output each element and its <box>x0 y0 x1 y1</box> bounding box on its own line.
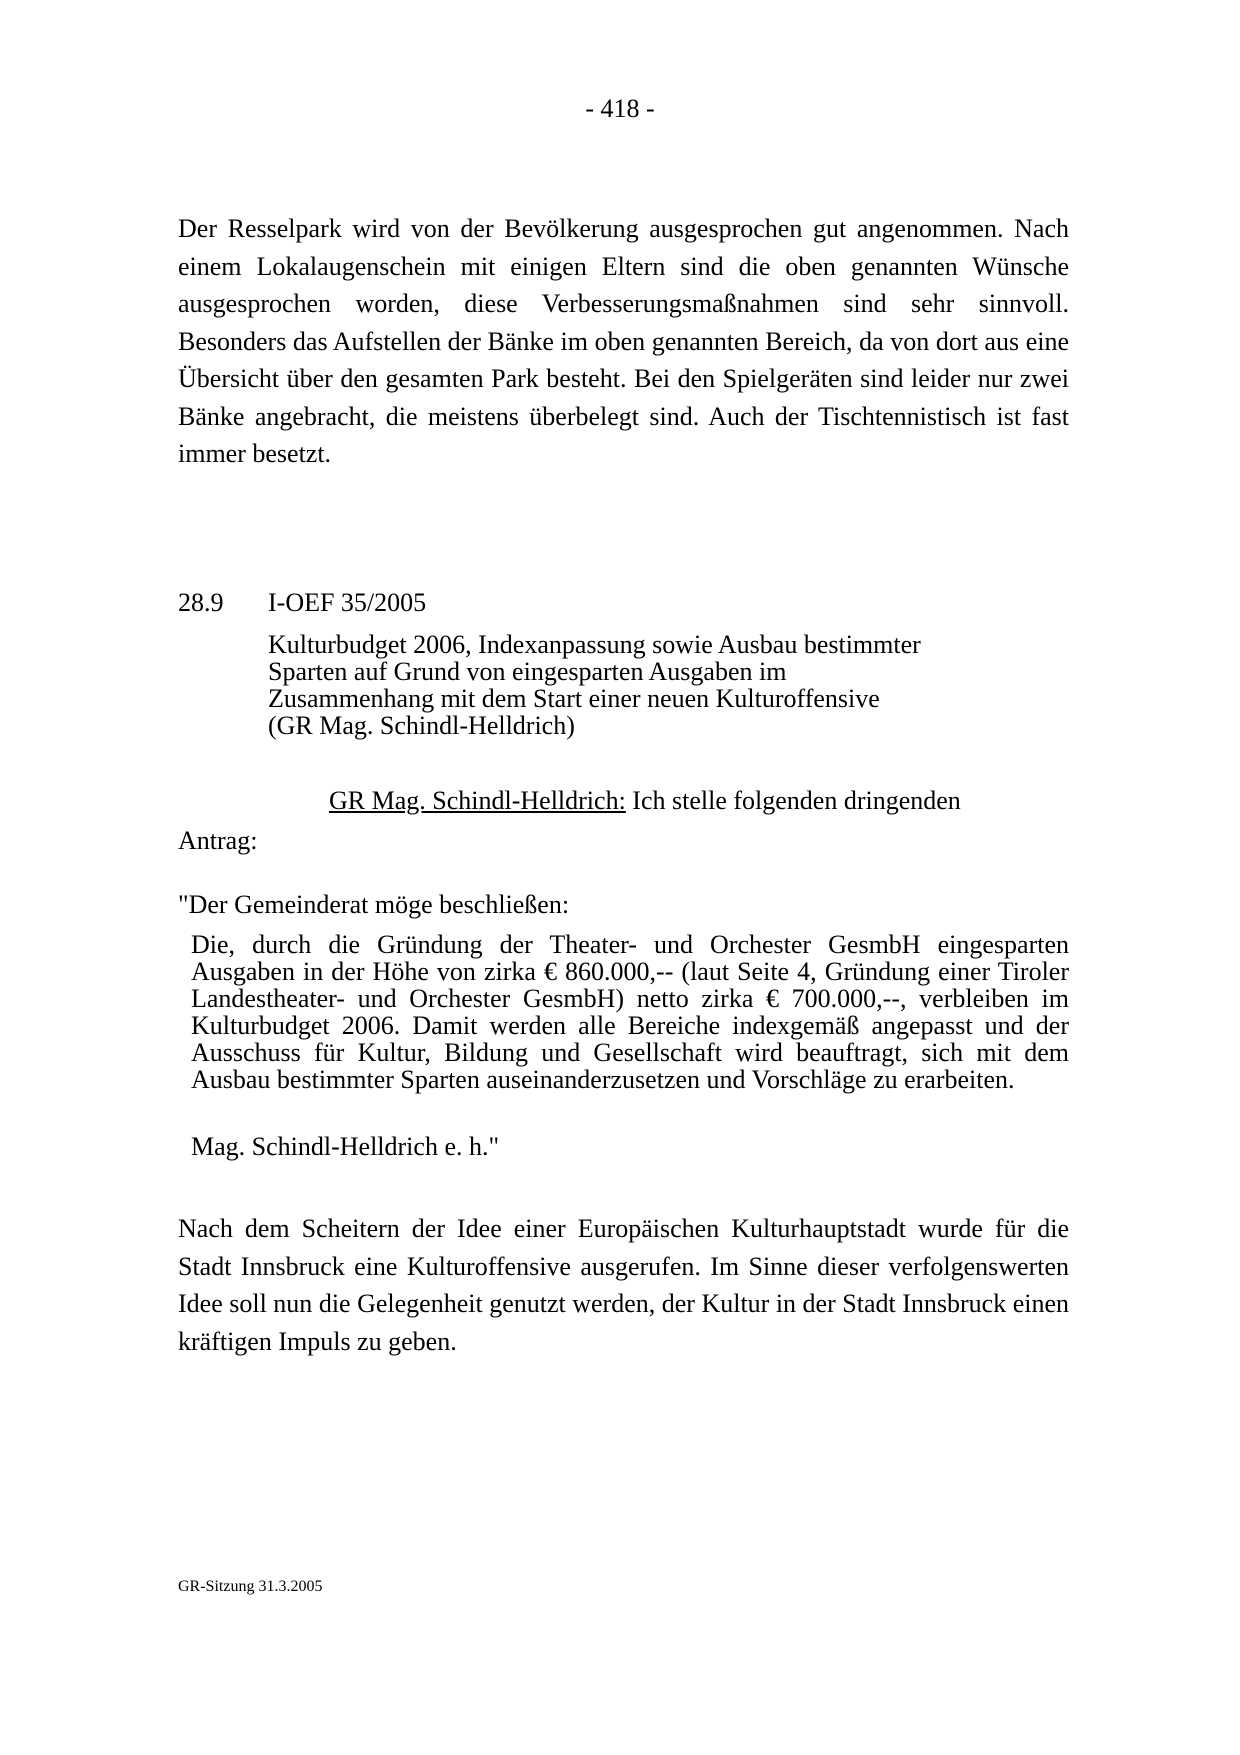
speaker-line <box>329 786 961 816</box>
motion-body: Die, durch die Gründung der Theater- und Orchester GesmbH eingesparten Ausgaben in der Höhe von zirka € 860.000,-- (laut Seite 4, Gründung einer Tiroler Landestheater- und Orchester GesmbH) netto zirka € 700.000,--, verbleiben im Kulturbudget 2006. Damit werden alle Bereiche indexgemäß angepasst und der Ausschuss für Kultur, Bildung und Gesellschaft wird beauftragt, sich mit dem Ausbau bestimmter Sparten auseinanderzusetzen und Vorschläge zu erarbeiten. <box>191 930 1069 1094</box>
agenda-item-title: Kulturbudget 2006, Indexanpassung sowie Ausbau bestimmter Sparten auf Grund von eingesparten Ausgaben im Zusammenhang mit dem Start einer neuen Kulturoffensive (GR Mag. Schindl-Helldrich) <box>268 630 921 740</box>
antrag-label: Antrag: <box>178 826 258 855</box>
motion-signature: Mag. Schindl-Helldrich e. h." <box>191 1132 500 1161</box>
agenda-item-number: 28.9 <box>178 588 224 617</box>
speaker-text: Ich stelle folgenden dringenden <box>625 786 961 815</box>
agenda-item-code: I-OEF 35/2005 <box>268 588 427 617</box>
page-footer: GR-Sitzung 31.3.2005 <box>178 1578 323 1595</box>
speaker-name: GR Mag. Schindl-Helldrich: <box>329 786 626 815</box>
body-paragraph-resselpark: Der Resselpark wird von der Bevölkerung ausgesprochen gut angenommen. Nach einem Lokalaugenschein mit einigen Eltern sind die oben genannten Wünsche ausgesprochen worden, diese Verbesserungsmaßnahmen sind sehr sinnvoll. Besonders das Aufstellen der Bänke im oben genannten Bereich, da von dort aus eine Übersicht über den gesamten Park besteht. Bei den Spielgeräten sind leider nur zwei Bänke angebracht, die meistens überbelegt sind. Auch der Tischtennistisch ist fast immer besetzt. <box>178 214 1069 468</box>
body-paragraph-kulturoffensive: Nach dem Scheitern der Idee einer Europäischen Kulturhauptstadt wurde für die Stadt Innsbruck eine Kulturoffensive ausgerufen. Im Sinne dieser verfolgenswerten Idee soll nun die Gelegenheit genutzt werden, der Kultur in der Stadt Innsbruck einen kräftigen Impuls zu geben. <box>178 1214 1069 1356</box>
motion-intro: "Der Gemeinderat möge beschließen: <box>178 890 570 919</box>
page-number: - 418 - <box>585 94 655 123</box>
